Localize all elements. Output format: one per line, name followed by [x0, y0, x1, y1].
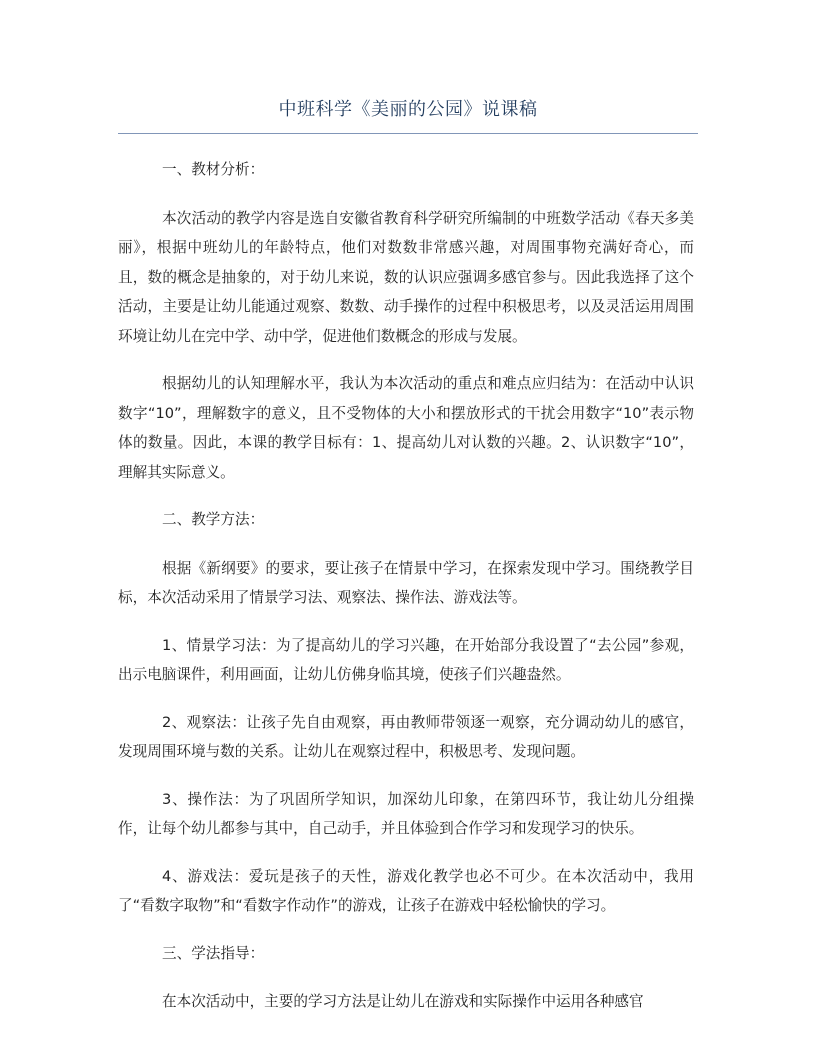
document-body — [118, 155, 694, 1017]
section-learning-guidance — [118, 939, 694, 1017]
section-textbook-analysis — [118, 155, 694, 487]
paragraph: 4、游戏法：爱玩是孩子的天性，游戏化教学也必不可少。在本次活动中，我用了“看数字取物”和“看数字作动作”的游戏，让孩子在游戏中轻松愉快的学习。 — [118, 867, 694, 914]
paragraph: 1、情景学习法：为了提高幼儿的学习兴趣，在开始部分我设置了“去公园”参观，出示电脑课件，利用画面，让幼儿仿佛身临其境，使孩子们兴趣盎然。 — [118, 636, 694, 683]
title-divider — [118, 133, 698, 134]
paragraph: 在本次活动中，主要的学习方法是让幼儿在游戏和实际操作中运用各种感官 — [162, 993, 644, 1010]
paragraph: 根据幼儿的认知理解水平，我认为本次活动的重点和难点应归结为：在活动中认识数字“10”，理解数字的意义，且不受物体的大小和摆放形式的干扰会用数字“10”表示物体的数量。因此，本课的教学目标有：1、提高幼儿对认数的兴趣。2、认识数字“10”，理解其实际意义。 — [118, 375, 694, 481]
section-teaching-methods — [118, 505, 694, 921]
section-heading: 一、教材分析： — [162, 161, 265, 178]
section-heading: 二、教学方法： — [162, 511, 265, 528]
paragraph: 本次活动的教学内容是选自安徽省教育科学研究所编制的中班数学活动《春天多美丽》，根据中班幼儿的年龄特点，他们对数数非常感兴趣，对周围事物充满好奇心，而且，数的概念是抽象的，对于幼儿来说，数的认识应强调多感官参与。因此我选择了这个活动，主要是让幼儿能通过观察、数数、动手操作的过程中积极思考，以及灵活运用周围环境让幼儿在完中学、动中学，促进他们数概念的形成与发展。 — [118, 209, 694, 345]
paragraph: 根据《新纲要》的要求，要让孩子在情景中学习，在探索发现中学习。围绕教学目标，本次活动采用了情景学习法、观察法、操作法、游戏法等。 — [118, 559, 694, 606]
paragraph: 3、操作法：为了巩固所学知识，加深幼儿印象，在第四环节，我让幼儿分组操作，让每个幼儿都参与其中，自己动手，并且体验到合作学习和发现学习的快乐。 — [118, 790, 694, 837]
paragraph: 2、观察法：让孩子先自由观察，再由教师带领逐一观察，充分调动幼儿的感官，发现周围环境与数的关系。让幼儿在观察过程中，积极思考、发现问题。 — [118, 713, 694, 760]
section-heading: 三、学法指导： — [162, 944, 265, 962]
document-title: 中班科学《美丽的公园》说课稿 — [278, 99, 538, 120]
